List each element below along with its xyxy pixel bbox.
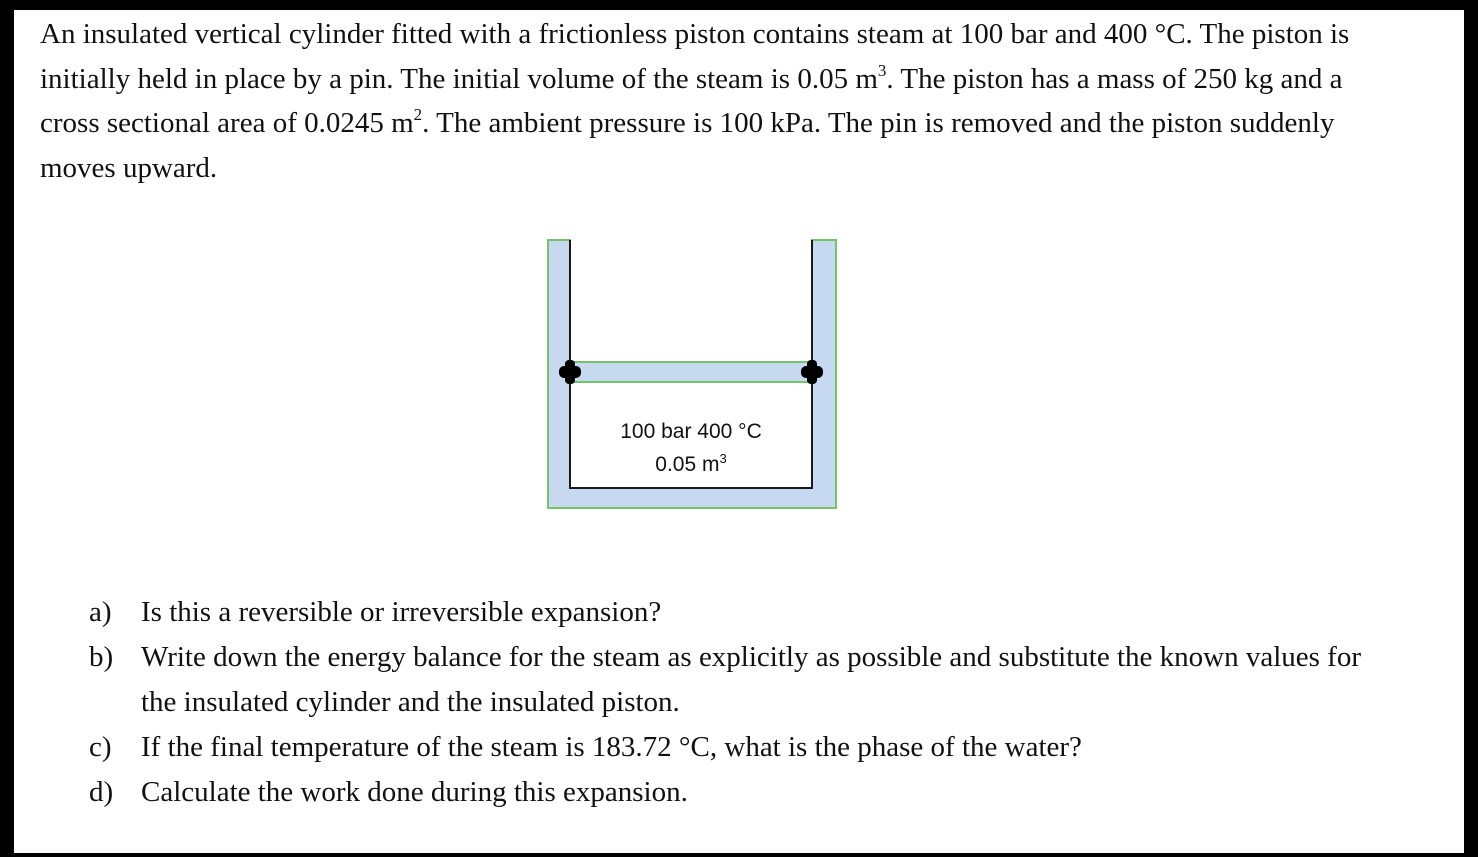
problem-statement	[40, 12, 1360, 190]
question-list	[89, 590, 1389, 815]
question-marker: a)	[89, 596, 112, 628]
piston	[570, 362, 812, 382]
steam-volume-value: 0.05 m	[655, 453, 720, 476]
question-marker: b)	[89, 641, 114, 673]
question-text: If the final temperature of the steam is 183.72 °C, what is the phase of the water?	[141, 731, 1082, 763]
problem-text-part3: . The ambient pressure is 100 kPa. The pin is removed and the piston suddenly moves upward.	[40, 107, 1335, 184]
question-item	[89, 770, 1389, 815]
volume-exponent: 3	[877, 60, 887, 80]
problem-text-part1: An insulated vertical cylinder fitted with a frictionless piston contains steam at 100 bar and 400 °C. The piston is initially held in place by a pin. The initial volume of the steam is 0.05 m	[40, 18, 1350, 95]
steam-volume-exponent: 3	[719, 451, 727, 466]
document-page	[14, 10, 1464, 853]
question-item	[89, 590, 1389, 635]
steam-state-label: 100 bar 400 °C	[620, 420, 762, 443]
question-text: Calculate the work done during this expansion.	[141, 776, 688, 808]
question-marker: c)	[89, 731, 112, 763]
area-exponent: 2	[413, 105, 423, 124]
right-pin-head	[807, 360, 817, 384]
question-text: Write down the energy balance for the steam as explicitly as possible and substitute the known values for the insulated cylinder and the insulated piston.	[141, 641, 1361, 718]
question-text: Is this a reversible or irreversible expansion?	[141, 596, 662, 628]
steam-volume-label	[655, 451, 726, 476]
piston-cylinder-diagram	[544, 238, 844, 514]
left-pin-head	[565, 360, 575, 384]
problem-text-part2: . The piston has a mass of 250 kg and a cross sectional area of 0.0245 m	[40, 62, 1343, 139]
question-marker: d)	[89, 776, 114, 808]
question-item	[89, 725, 1389, 770]
question-item	[89, 635, 1389, 725]
